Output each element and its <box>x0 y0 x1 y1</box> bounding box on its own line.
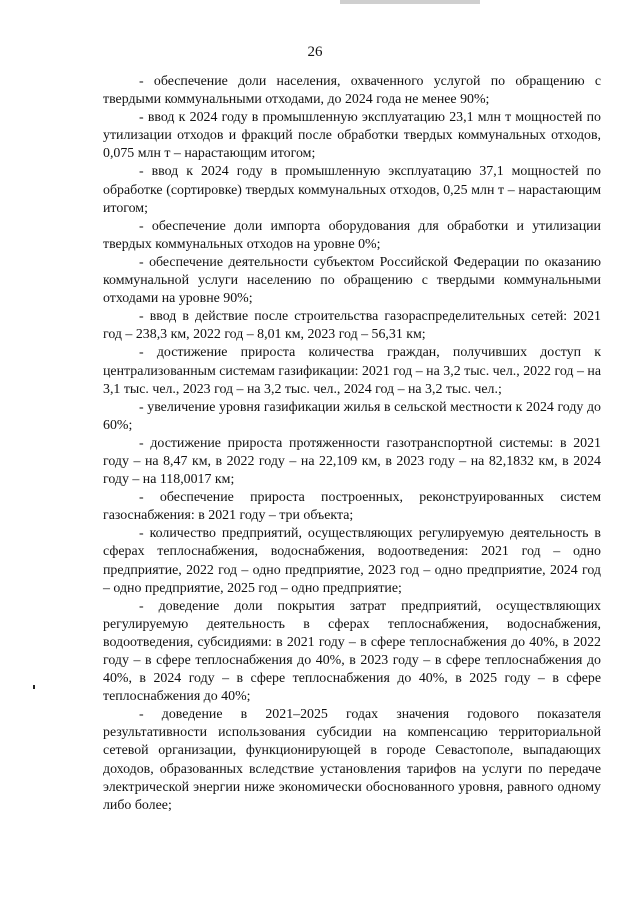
paragraph-regulated-enterprises: - количество предприятий, осуществляющих регулируемую деятельность в сферах теплоснабжения, водоснабжения, водоотведения: 2021 год – одно предприятие, 2022 год – одно предприятие, 2023 год – одно предприятие, 2024 год – одно предприятие, 2025 год – одно предприятие; <box>103 526 601 596</box>
document-body <box>103 73 601 815</box>
paragraph-sorting-capacity: - ввод к 2024 году в промышленную эксплуатацию 37,1 мощностей по обработке (сортировке) твердых коммунальных отходов, 0,25 млн т – нарастающим итогом; <box>103 164 601 216</box>
paragraph-gas-supply-systems: - обеспечение прироста построенных, реконструированных систем газоснабжения: в 2021 году – три объекта; <box>103 490 601 524</box>
paragraph-gas-transport: - достижение прироста протяженности газотранспортной системы: в 2021 году – на 8,47 км, в 2022 году – на 22,109 км, в 2023 году – на 82,1832 км, в 2024 году – на 118,0017 км; <box>103 435 601 488</box>
paragraph-utilization-capacity: - ввод к 2024 году в промышленную эксплуатацию 23,1 млн т мощностей по утилизации отходов и фракций после обработки твердых коммунальных отходов, 0,075 млн т – нарастающим итогом; <box>103 110 601 162</box>
paragraph-regional-service: - обеспечение деятельности субъектом Российской Федерации по оказанию коммунальной услуги населению по обращению с твердыми коммунальными отходами на уровне 90%; <box>103 254 601 307</box>
paragraph-grid-subsidy: - доведение в 2021–2025 годах значения годового показателя результативности использования субсидии на компенсацию территориальной сетевой организации, функционирующей в городе Севастополе, выпадающих доходов, образованных вследствие установления тарифов на услуги по передаче электрической энергии ниже экономически обоснованного уровня, равного одному либо более; <box>103 707 601 813</box>
paragraph-rural-gasification: - увеличение уровня газификации жилья в сельской местности к 2024 году до 60%; <box>103 399 601 433</box>
paragraph-gas-networks: - ввод в действие после строительства газораспределительных сетей: 2021 год – 238,3 км, 2022 год – 8,01 км, 2023 год – 56,31 км; <box>103 309 601 343</box>
paragraph-import-share: - обеспечение доли импорта оборудования для обработки и утилизации твердых коммунальных отходов на уровне 0%; <box>103 218 601 252</box>
page-number: 26 <box>307 44 323 60</box>
margin-mark <box>33 685 35 689</box>
paragraph-cost-coverage: - доведение доли покрытия затрат предприятий, осуществляющих регулируемую деятельность в сферах теплоснабжения, водоснабжения, водоотведения, субсидиями: в 2021 году – в сфере теплоснабжения до 40%, в 2022 году – в сфере теплоснабжения до 40%, в 2023 году – в сфере теплоснабжения до 40%, в 2024 году – в сфере теплоснабжения до 40%, в 2025 году – в сфере теплоснабжения до 40%; <box>103 598 601 705</box>
paragraph-msw-coverage: - обеспечение доли населения, охваченного услугой по обращению с твердыми коммунальными отходами, до 2024 года не менее 90%; <box>103 74 601 108</box>
paragraph-gas-access: - достижение прироста количества граждан, получивших доступ к централизованным системам газификации: 2021 год – на 3,2 тыс. чел., 2022 год – на 3,1 тыс. чел., 2023 год – на 3,2 тыс. чел., 2024 год – на 3,2 тыс. чел.; <box>103 345 601 397</box>
scan-edge-mark <box>340 0 480 4</box>
